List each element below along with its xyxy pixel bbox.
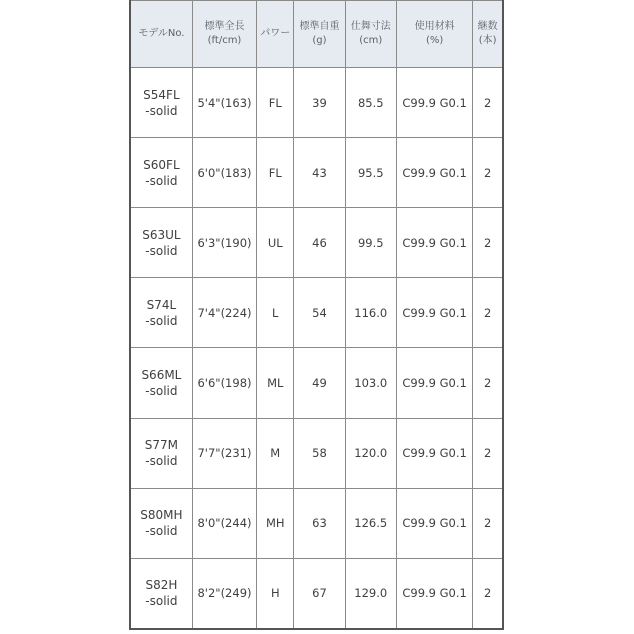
cell-weight: 43	[294, 138, 345, 208]
cell-weight: 46	[294, 208, 345, 278]
header-model-no: モデルNo.	[130, 1, 192, 68]
cell-material: C99.9 G0.1	[396, 558, 472, 629]
header-standard-weight: 標準自重 (g)	[294, 1, 345, 68]
header-row	[130, 1, 503, 68]
cell-model-no: S63UL -solid	[130, 208, 192, 278]
cell-length: 6'3"(190)	[192, 208, 256, 278]
cell-model-no: S74L -solid	[130, 278, 192, 348]
cell-material: C99.9 G0.1	[396, 418, 472, 488]
cell-closed-length: 120.0	[345, 418, 396, 488]
cell-weight: 58	[294, 418, 345, 488]
cell-length: 5'4"(163)	[192, 68, 256, 138]
cell-material: C99.9 G0.1	[396, 278, 472, 348]
cell-material: C99.9 G0.1	[396, 208, 472, 278]
table-row	[130, 68, 503, 138]
cell-length: 7'7"(231)	[192, 418, 256, 488]
cell-model-no: S77M -solid	[130, 418, 192, 488]
cell-length: 6'6"(198)	[192, 348, 256, 418]
header-standard-length: 標準全長 (ft/cm)	[192, 1, 256, 68]
table-row	[130, 278, 503, 348]
cell-pieces: 2	[473, 208, 503, 278]
cell-power: L	[257, 278, 294, 348]
table-row	[130, 348, 503, 418]
cell-weight: 67	[294, 558, 345, 629]
cell-material: C99.9 G0.1	[396, 348, 472, 418]
cell-material: C99.9 G0.1	[396, 488, 472, 558]
cell-pieces: 2	[473, 138, 503, 208]
cell-length: 8'2"(249)	[192, 558, 256, 629]
cell-pieces: 2	[473, 418, 503, 488]
table-row	[130, 488, 503, 558]
cell-material: C99.9 G0.1	[396, 138, 472, 208]
header-power: パワー	[257, 1, 294, 68]
cell-length: 8'0"(244)	[192, 488, 256, 558]
cell-weight: 39	[294, 68, 345, 138]
cell-power: FL	[257, 68, 294, 138]
cell-model-no: S80MH -solid	[130, 488, 192, 558]
cell-weight: 54	[294, 278, 345, 348]
header-pieces: 継数 (本)	[473, 1, 503, 68]
cell-closed-length: 99.5	[345, 208, 396, 278]
cell-model-no: S66ML -solid	[130, 348, 192, 418]
cell-pieces: 2	[473, 348, 503, 418]
cell-power: ML	[257, 348, 294, 418]
cell-weight: 63	[294, 488, 345, 558]
cell-model-no: S54FL -solid	[130, 68, 192, 138]
cell-length: 7'4"(224)	[192, 278, 256, 348]
cell-closed-length: 126.5	[345, 488, 396, 558]
cell-power: FL	[257, 138, 294, 208]
table-row	[130, 418, 503, 488]
cell-model-no: S82H -solid	[130, 558, 192, 629]
cell-pieces: 2	[473, 488, 503, 558]
table-row	[130, 208, 503, 278]
cell-power: H	[257, 558, 294, 629]
cell-weight: 49	[294, 348, 345, 418]
cell-pieces: 2	[473, 558, 503, 629]
cell-closed-length: 103.0	[345, 348, 396, 418]
cell-length: 6'0"(183)	[192, 138, 256, 208]
cell-closed-length: 95.5	[345, 138, 396, 208]
cell-pieces: 2	[473, 68, 503, 138]
table-row	[130, 558, 503, 629]
cell-closed-length: 85.5	[345, 68, 396, 138]
header-material: 使用材料 (%)	[396, 1, 472, 68]
cell-closed-length: 116.0	[345, 278, 396, 348]
cell-pieces: 2	[473, 278, 503, 348]
table-row	[130, 138, 503, 208]
cell-power: MH	[257, 488, 294, 558]
cell-power: UL	[257, 208, 294, 278]
cell-power: M	[257, 418, 294, 488]
rod-spec-table	[129, 0, 504, 630]
cell-material: C99.9 G0.1	[396, 68, 472, 138]
cell-closed-length: 129.0	[345, 558, 396, 629]
header-closed-length: 仕舞寸法 (cm)	[345, 1, 396, 68]
cell-model-no: S60FL -solid	[130, 138, 192, 208]
